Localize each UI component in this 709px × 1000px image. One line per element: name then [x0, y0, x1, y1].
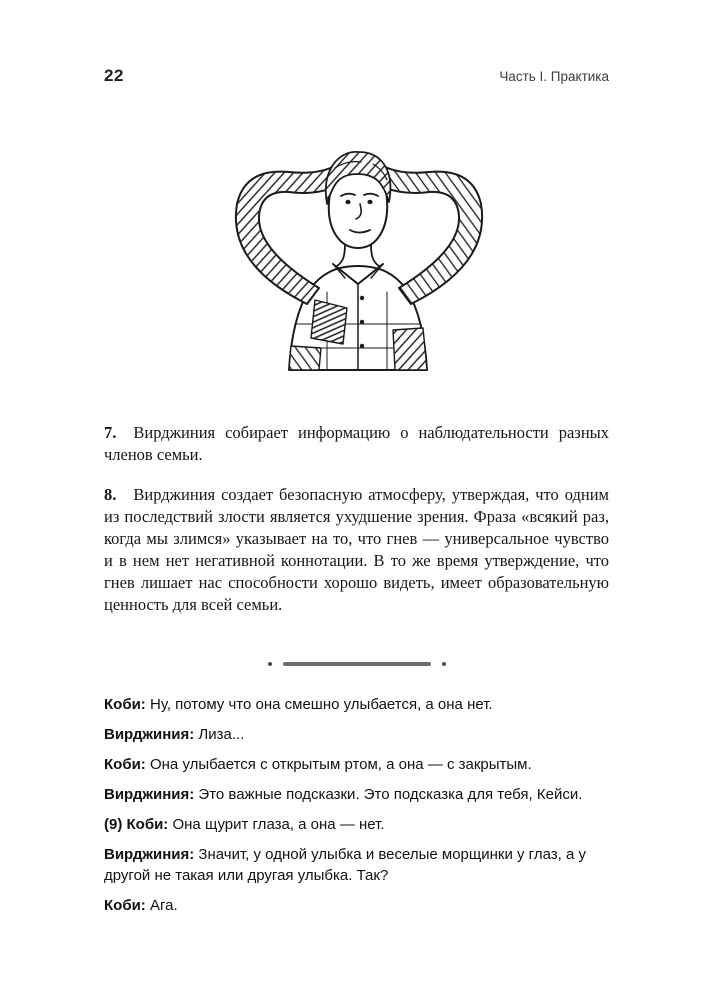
- speaker-label: Вирджиния:: [104, 726, 195, 743]
- dialogue-text: Лиза...: [198, 726, 245, 743]
- divider-line: [283, 662, 431, 666]
- dialogue-text: Это важные подсказки. Это подсказка для тебя, Кейси.: [198, 786, 583, 803]
- speaker-label: Вирджиния:: [104, 786, 195, 803]
- boy-sketch-icon: [197, 132, 517, 382]
- numbered-paragraphs: [104, 422, 609, 616]
- paragraph-7: [104, 422, 609, 466]
- dialogue-line: [104, 724, 609, 745]
- illustration-boy-hands-behind-head: [104, 132, 609, 384]
- dialogue-text: Она улыбается с открытым ртом, а она — с закрытым.: [149, 756, 532, 773]
- dialogue-line: [104, 814, 609, 835]
- dialogue-text: Ну, потому что она смешно улыбается, а она нет.: [149, 696, 493, 713]
- speaker-label: Коби:: [104, 897, 146, 914]
- paragraph-8-text: Вирджиния создает безопасную атмосферу, утверждая, что одним из последствий злости является ухудшение зрения. Фраза «всякий раз, когда мы злимся» указывает на то, что гнев — универсальное чувство и в нем нет негативной коннотации. В то же время утверждение, что гнев лишает нас способности хорошо видеть, имеет образовательную ценность для всей семьи.: [104, 485, 609, 614]
- paragraph-8: [104, 484, 609, 616]
- speaker-label: Коби:: [104, 696, 146, 713]
- speaker-label: Коби:: [104, 756, 146, 773]
- dialogue-line: [104, 694, 609, 715]
- dialogue-text: Ага.: [149, 897, 178, 914]
- dialogue-block: [104, 694, 609, 916]
- dialogue-line: [104, 895, 609, 916]
- paragraph-7-number: 7.: [104, 423, 117, 442]
- speaker-label: Вирджиния:: [104, 846, 195, 863]
- paragraph-8-number: 8.: [104, 485, 117, 504]
- speaker-label: (9) Коби:: [104, 816, 169, 833]
- section-divider: [104, 662, 609, 666]
- dialogue-line: [104, 754, 609, 775]
- dialogue-line: [104, 784, 609, 805]
- paragraph-7-text: Вирджиния собирает информацию о наблюдательности разных членов семьи.: [104, 423, 609, 464]
- dialogue-line: [104, 844, 609, 886]
- running-title: Часть I. Практика: [499, 69, 609, 84]
- dialogue-text: Она щурит глаза, а она — нет.: [172, 816, 385, 833]
- divider-left-dot: [268, 662, 272, 666]
- page-number: 22: [104, 66, 124, 85]
- page-header: [104, 66, 609, 86]
- divider-right-dot: [442, 662, 446, 666]
- dialogue-text: Значит, у одной улыбка и веселые морщинки у глаз, а у другой не такая или другая улыбка. Так?: [104, 846, 586, 884]
